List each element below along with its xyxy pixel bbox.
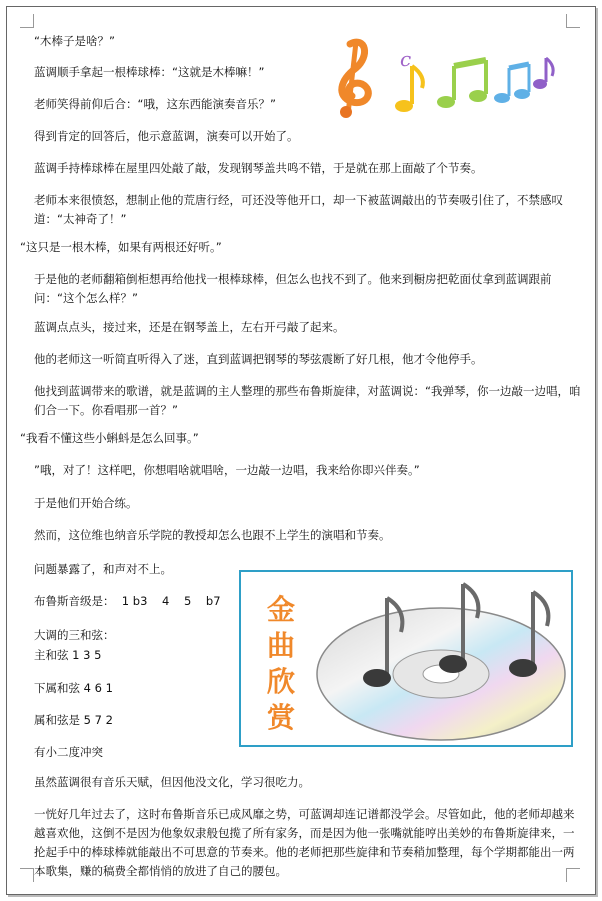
paragraph: “这只是一根木棒，如果有两根还好听。” xyxy=(20,240,222,254)
paragraph: ”哦，对了！这样吧，你想唱啥就唱啥，一边敲一边唱，我来给你即兴伴奏。” xyxy=(34,463,420,477)
paragraph: 老师本来很愤怒，想制止他的荒唐行经，可还没等他开口，却一下被蓝调敲出的节奏吸引住了，不禁感叹道：“太神奇了！” xyxy=(34,193,563,226)
paragraph: 虽然蓝调很有音乐天赋，但因他没文化，学习很吃力。 xyxy=(34,775,310,789)
svg-text:c: c xyxy=(400,47,412,71)
paragraph: 于是他们开始合练。 xyxy=(34,496,138,510)
cd-image xyxy=(311,578,569,743)
paragraph: 蓝调顺手拿起一根棒球棒：“这就是木棒嘛！” xyxy=(34,65,265,79)
paragraph: 问题暴露了，和声对不上。 xyxy=(34,562,172,576)
paragraph: 得到肯定的回答后，他示意蓝调，演奏可以开始了。 xyxy=(34,129,299,143)
paragraph: 老师笑得前仰后合：“哦，这东西能演奏音乐？” xyxy=(34,97,276,111)
paragraph: 主和弦 1 3 5 xyxy=(34,648,102,662)
banner-title: 金曲欣赏 xyxy=(266,593,295,734)
paragraph: 于是他的老师翻箱倒柜想再给他找一根棒球棒，但怎么也找不到了。他来到橱房把乾面仗拿到蓝调跟前问：“这个怎么样？” xyxy=(34,272,552,305)
paragraph: 布鲁斯音级是： 1 b3 4 5 b7 xyxy=(34,594,221,608)
paragraph: 下属和弦 4 6 1 xyxy=(34,681,113,695)
paragraph: “木棒子是啥？” xyxy=(34,34,115,48)
paragraph: “我看不懂这些小蝌蚪是怎么回事。” xyxy=(20,431,199,445)
golden-songs-banner xyxy=(239,570,573,747)
paragraph: 蓝调点点头，接过来，还是在钢琴盖上，左右开弓敲了起来。 xyxy=(34,320,345,334)
paragraph: 一恍好几年过去了，这时布鲁斯音乐已成风靡之势，可蓝调却连记谱都没学会。尽管如此，他的老师却越来越喜欢他，这倒不是因为他象奴隶般包揽了所有家务，而是因为他一张嘴就能哼出美妙的布鲁斯旋律来，一抡起手中的棒球棒就能敲出不可思意的节奏来。他的老师把那些旋律和节奏稍加整理，每个学期都能出一两本歌集，赚的稿费全都悄悄的放进了自己的腰包。 xyxy=(34,807,575,878)
paragraph: 属和弦是 5 7 2 xyxy=(34,713,113,727)
paragraph: 有小二度冲突 xyxy=(34,745,103,759)
paragraph: 大调的三和弦： xyxy=(34,628,115,642)
paragraph: 蓝调手持棒球棒在屋里四处敲了敲，发现钢琴盖共鸣不错，于是就在那上面敲了个节奏。 xyxy=(34,161,483,175)
crop-mark xyxy=(566,14,580,28)
paragraph: 然而，这位维也纳音乐学院的教授却怎么也跟不上学生的演唱和节奏。 xyxy=(34,528,391,542)
paragraph: 他找到蓝调带来的歌谱，就是蓝调的主人整理的那些布鲁斯旋律，对蓝调说：“我弹琴，你一边敲一边唱，咱们合一下。你看唱那一首？” xyxy=(34,384,581,417)
music-notes-image xyxy=(318,36,556,118)
crop-mark xyxy=(20,14,34,28)
paragraph: 他的老师这一听简直听得入了迷，直到蓝调把钢琴的琴弦震断了好几根，他才令他停手。 xyxy=(34,352,483,366)
